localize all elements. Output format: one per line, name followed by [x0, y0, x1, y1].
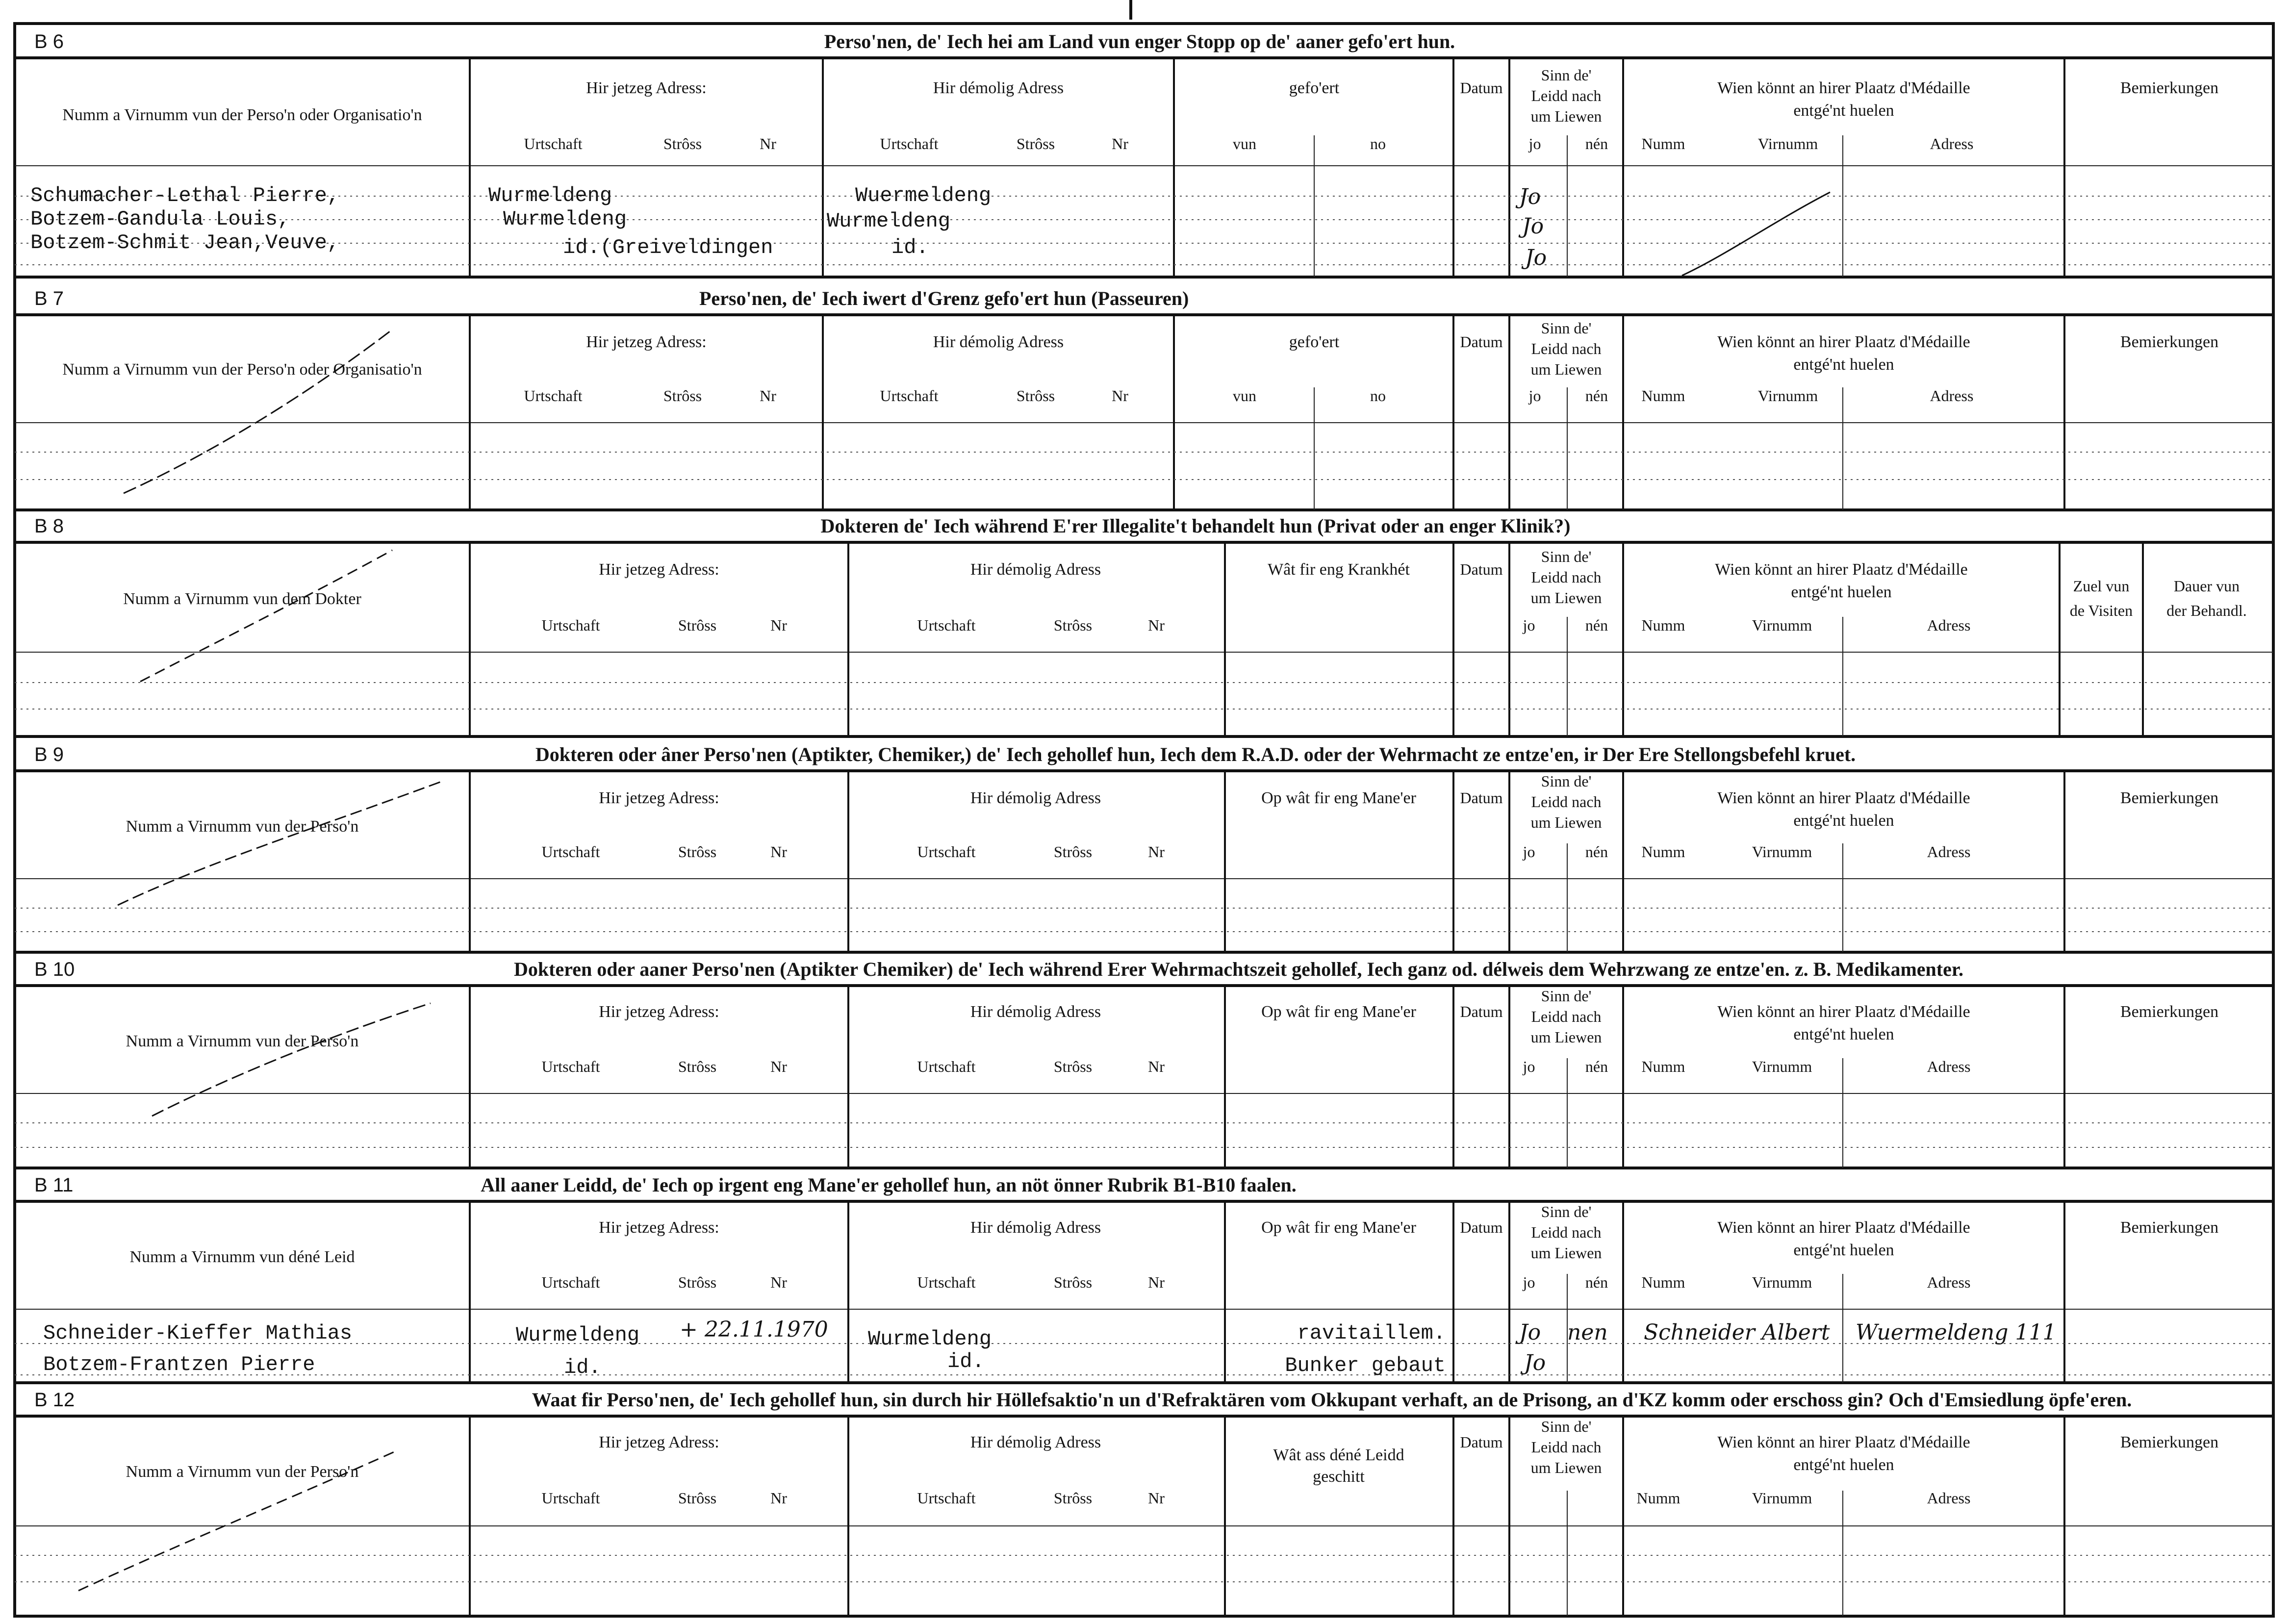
header-datum: Datum [1460, 333, 1503, 351]
header-stross: Strôss [678, 1058, 717, 1075]
header-virnumm: Virnumm [1757, 135, 1818, 152]
entry-jo: Jo [1524, 1350, 1546, 1375]
header-sinn: um Liewen [1530, 107, 1602, 125]
header-wat-ass: geschitt [1313, 1468, 1365, 1486]
header-gefoert: gefo'ert [1289, 79, 1340, 97]
header-op-wat: Op wât fir eng Mane'er [1261, 789, 1416, 807]
header-urtschaft: Urtschaft [524, 387, 583, 405]
header-no: no [1370, 387, 1386, 405]
entry-name: Schneider-Kieffer Mathias [43, 1321, 353, 1345]
header-urtschaft: Urtschaft [541, 1273, 600, 1291]
header-stross: Strôss [678, 616, 717, 634]
header-medal: entgé'nt huelen [1793, 1456, 1894, 1474]
header-urtschaft: Urtschaft [541, 1489, 600, 1507]
header-adress: Adress [1927, 1489, 1971, 1507]
header-urtschaft: Urtschaft [541, 843, 600, 861]
header-sinn: Leidd nach [1531, 793, 1602, 811]
header-urtschaft: Urtschaft [917, 843, 976, 861]
header-sinn: Sinn de' [1541, 66, 1592, 84]
entry-former-address: Wurmeldeng [827, 209, 951, 233]
header-nen: nén [1585, 135, 1608, 152]
header-gefoert: gefo'ert [1289, 333, 1340, 351]
entry-death-note: + 22.11.1970 [680, 1317, 828, 1342]
header-urtschaft: Urtschaft [541, 1058, 600, 1075]
entry-current-address: id. [564, 1356, 601, 1379]
header-bemierkungen: Bemierkungen [2120, 79, 2219, 97]
header-nr: Nr [1148, 843, 1165, 861]
section-id: B 9 [34, 744, 64, 765]
section-id: B 7 [34, 288, 64, 309]
header-urtschaft: Urtschaft [917, 1273, 976, 1291]
header-nr: Nr [760, 135, 776, 152]
header-stross: Strôss [678, 1273, 717, 1291]
header-nr: Nr [770, 1058, 787, 1075]
header-vun: vun [1233, 387, 1256, 405]
header-name: Numm a Virnumm vun der Perso'n [126, 1032, 359, 1050]
header-nr: Nr [1148, 1489, 1165, 1507]
header-medal: Wien könnt an hirer Plaatz d'Médaille [1715, 560, 1968, 579]
header-medal: entgé'nt huelen [1793, 102, 1894, 120]
header-zuel: de Visiten [2069, 602, 2133, 619]
header-nen: nén [1585, 843, 1608, 861]
entry-how: ravitaillem. [1297, 1321, 1446, 1345]
header-numm: Numm [1641, 1058, 1685, 1075]
section-title: Dokteren de' Iech während E'rer Illegalite't behandelt hun (Privat oder an enger Klinik?) [820, 515, 1571, 537]
header-urtschaft: Urtschaft [880, 387, 939, 405]
header-dauer: Dauer vun [2173, 577, 2240, 595]
section-id: B 8 [34, 515, 64, 537]
header-stross: Strôss [1053, 1489, 1093, 1507]
header-vun: vun [1233, 135, 1256, 152]
section-id: B 10 [34, 959, 75, 980]
header-datum: Datum [1460, 1433, 1503, 1451]
header-medal: Wien könnt an hirer Plaatz d'Médaille [1717, 333, 1970, 351]
header-urtschaft: Urtschaft [917, 1489, 976, 1507]
header-stross: Strôss [678, 1489, 717, 1507]
section-id: B 6 [34, 31, 64, 52]
section-title: Waat fir Perso'nen, de' Iech gehollef hun, sin durch hir Höllefsaktio'n un d'Refraktären vom Okkupant verhaft, an de Prisong, an d'KZ komm oder erschoss gin? Och d'Emsiedlung öpfe'eren. [532, 1389, 2132, 1411]
header-jo: jo [1523, 843, 1535, 861]
header-stross: Strôss [1053, 1273, 1093, 1291]
header-virnumm: Virnumm [1752, 1058, 1812, 1075]
entry-jo: Jo [1525, 245, 1547, 270]
header-adress: Adress [1927, 616, 1971, 634]
header-virnumm: Virnumm [1752, 1273, 1812, 1291]
entry-jo: Jo [1519, 1320, 1541, 1345]
header-current-address: Hir jetzeg Adress: [599, 789, 719, 807]
section-title: Dokteren oder âner Perso'nen (Aptikter, Chemiker,) de' Iech gehollef hun, Iech dem R.A.D. oder der Wehrmacht ze entze'en, ir Der Ere Stellongsbefehl kruet. [535, 743, 1856, 765]
header-adress: Adress [1927, 1273, 1971, 1291]
header-wat-ass: Wât ass déné Leidd [1273, 1446, 1404, 1464]
header-datum: Datum [1460, 1003, 1503, 1020]
header-urtschaft: Urtschaft [917, 616, 976, 634]
header-nr: Nr [1148, 1273, 1165, 1291]
entry-medal-name: Schneider Albert [1644, 1320, 1830, 1345]
header-bemierkungen: Bemierkungen [2120, 1433, 2219, 1451]
header-name: Numm a Virnumm vun der Perso'n [126, 1463, 359, 1481]
header-adress: Adress [1930, 135, 1974, 152]
header-sinn: Sinn de' [1541, 772, 1592, 790]
header-numm: Numm [1641, 1273, 1685, 1291]
header-datum: Datum [1460, 560, 1503, 578]
header-nr: Nr [770, 1273, 787, 1291]
header-sinn: Leidd nach [1531, 568, 1602, 586]
header-sinn: um Liewen [1530, 589, 1602, 607]
header-name: Numm a Virnumm vun déné Leid [129, 1248, 355, 1266]
entry-name: Botzem-Gandula Louis, [30, 207, 290, 231]
header-name: Numm a Virnumm vun der Perso'n oder Organisatio'n [62, 360, 422, 379]
header-stross: Strôss [1016, 135, 1055, 152]
header-nr: Nr [770, 843, 787, 861]
header-urtschaft: Urtschaft [917, 1058, 976, 1075]
header-virnumm: Virnumm [1752, 616, 1812, 634]
header-numm: Numm [1641, 135, 1685, 152]
header-former-address: Hir démolig Adress [970, 1218, 1101, 1237]
header-urtschaft: Urtschaft [541, 616, 600, 634]
header-medal: entgé'nt huelen [1793, 812, 1894, 830]
header-medal: Wien könnt an hirer Plaatz d'Médaille [1717, 789, 1970, 807]
entry-current-address: Wurmeldeng [516, 1323, 640, 1347]
header-op-wat: Op wât fir eng Mane'er [1261, 1003, 1416, 1021]
entry-current-address: Wurmeldeng [488, 184, 612, 207]
header-medal: entgé'nt huelen [1791, 583, 1892, 601]
header-medal: entgé'nt huelen [1793, 355, 1894, 374]
header-op-wat: Op wât fir eng Mane'er [1261, 1218, 1416, 1237]
header-current-address: Hir jetzeg Adress: [599, 1003, 719, 1021]
header-sinn: Leidd nach [1531, 87, 1602, 104]
header-numm: Numm [1641, 387, 1685, 405]
header-medal: entgé'nt huelen [1793, 1025, 1894, 1043]
header-bemierkungen: Bemierkungen [2120, 789, 2219, 807]
header-virnumm: Virnumm [1757, 387, 1818, 405]
entry-medal-address: Wuermeldeng 111 [1856, 1320, 2057, 1345]
header-sinn: um Liewen [1530, 360, 1602, 378]
header-current-address: Hir jetzeg Adress: [586, 79, 707, 97]
header-datum: Datum [1460, 1218, 1503, 1236]
header-sinn: Sinn de' [1541, 987, 1592, 1005]
header-urtschaft: Urtschaft [524, 135, 583, 152]
header-current-address: Hir jetzeg Adress: [586, 333, 707, 351]
header-stross: Strôss [663, 387, 702, 405]
header-bemierkungen: Bemierkungen [2120, 333, 2219, 351]
header-jo: jo [1523, 1273, 1535, 1291]
header-virnumm: Virnumm [1752, 843, 1812, 861]
header-sinn: Leidd nach [1531, 1438, 1602, 1456]
header-stross: Strôss [1053, 843, 1093, 861]
header-stross: Strôss [1053, 616, 1093, 634]
entry-name: Botzem-Schmit Jean,Veuve, [30, 231, 340, 254]
header-jo: jo [1523, 1058, 1535, 1075]
header-nen: nén [1585, 1058, 1608, 1075]
header-medal: Wien könnt an hirer Plaatz d'Médaille [1717, 79, 1970, 97]
header-bemierkungen: Bemierkungen [2120, 1003, 2219, 1021]
section-id: B 11 [34, 1174, 74, 1196]
entry-current-address: Wurmeldeng [503, 207, 627, 231]
header-nr: Nr [1148, 1058, 1165, 1075]
entry-former-address: id. [891, 236, 929, 259]
header-urtschaft: Urtschaft [880, 135, 939, 152]
header-jo: jo [1528, 387, 1541, 405]
header-datum: Datum [1460, 789, 1503, 807]
header-name: Numm a Virnumm vun der Perso'n oder Organisatio'n [62, 106, 422, 124]
entry-nen: nen [1567, 1320, 1608, 1345]
header-nr: Nr [1148, 616, 1165, 634]
header-sinn: Leidd nach [1531, 1008, 1602, 1025]
header-stross: Strôss [663, 135, 702, 152]
header-jo: jo [1523, 616, 1535, 634]
header-sinn: Sinn de' [1541, 1203, 1592, 1220]
header-virnumm: Virnumm [1752, 1489, 1812, 1507]
entry-current-address: id.(Greiveldingen [563, 236, 773, 259]
header-numm: Numm [1636, 1489, 1680, 1507]
header-adress: Adress [1927, 843, 1971, 861]
header-sinn: um Liewen [1530, 1028, 1602, 1046]
header-nr: Nr [1112, 135, 1128, 152]
header-sinn: um Liewen [1530, 813, 1602, 831]
header-medal: entgé'nt huelen [1793, 1241, 1894, 1259]
section-title: Perso'nen, de' Iech iwert d'Grenz gefo'ert hun (Passeuren) [699, 287, 1189, 309]
header-krankhet: Wât fir eng Krankhét [1268, 560, 1410, 579]
header-nen: nén [1585, 1273, 1608, 1291]
header-dauer: der Behandl. [2166, 602, 2247, 619]
header-sinn: um Liewen [1530, 1244, 1602, 1262]
header-name: Numm a Virnumm vun der Perso'n [126, 817, 359, 836]
header-former-address: Hir démolig Adress [933, 79, 1064, 97]
header-stross: Strôss [1053, 1058, 1093, 1075]
header-former-address: Hir démolig Adress [970, 789, 1101, 807]
section-title: Dokteren oder aaner Perso'nen (Aptikter Chemiker) de' Iech während Erer Wehrmachtszeit gehollef, Iech ganz od. délweis dem Wehrzwang ze entze'en. z. B. Medikamenter. [514, 958, 1963, 980]
header-current-address: Hir jetzeg Adress: [599, 1218, 719, 1237]
header-jo: jo [1528, 135, 1541, 152]
header-numm: Numm [1641, 616, 1685, 634]
section-title: Perso'nen, de' Iech hei am Land vun enger Stopp op de' aaner gefo'ert hun. [824, 30, 1455, 52]
header-nr: Nr [1112, 387, 1128, 405]
header-adress: Adress [1927, 1058, 1971, 1075]
header-medal: Wien könnt an hirer Plaatz d'Médaille [1717, 1218, 1970, 1237]
header-former-address: Hir démolig Adress [933, 333, 1064, 351]
header-stross: Strôss [1016, 387, 1055, 405]
header-sinn: Leidd nach [1531, 340, 1602, 357]
entry-former-address: Wurmeldeng [868, 1327, 992, 1351]
header-nen: nén [1585, 387, 1608, 405]
entry-how: Bunker gebaut [1285, 1354, 1446, 1377]
header-datum: Datum [1460, 79, 1503, 97]
header-sinn: Sinn de' [1541, 319, 1592, 337]
entry-former-address: Wuermeldeng [855, 184, 992, 207]
header-name: Numm a Virnumm vun dem Dokter [123, 590, 361, 608]
section-id: B 12 [34, 1389, 75, 1411]
header-former-address: Hir démolig Adress [970, 1003, 1101, 1021]
header-current-address: Hir jetzeg Adress: [599, 560, 719, 579]
entry-jo: Jo [1522, 214, 1544, 239]
header-nen: nén [1585, 616, 1608, 634]
entry-name: Schumacher-Lethal Pierre, [30, 184, 340, 207]
header-nr: Nr [770, 1489, 787, 1507]
header-nr: Nr [760, 387, 776, 405]
header-nr: Nr [770, 616, 787, 634]
header-former-address: Hir démolig Adress [970, 560, 1101, 579]
header-sinn: Sinn de' [1541, 1418, 1592, 1435]
header-current-address: Hir jetzeg Adress: [599, 1433, 719, 1451]
header-sinn: Leidd nach [1531, 1223, 1602, 1241]
header-former-address: Hir démolig Adress [970, 1433, 1101, 1451]
header-zuel: Zuel vun [2073, 577, 2130, 595]
entry-name: Botzem-Frantzen Pierre [43, 1353, 315, 1376]
header-no: no [1370, 135, 1386, 152]
header-medal: Wien könnt an hirer Plaatz d'Médaille [1717, 1433, 1970, 1451]
header-bemierkungen: Bemierkungen [2120, 1218, 2219, 1237]
header-stross: Strôss [678, 843, 717, 861]
entry-jo: Jo [1519, 184, 1541, 209]
entry-former-address: id. [947, 1350, 985, 1373]
header-medal: Wien könnt an hirer Plaatz d'Médaille [1717, 1003, 1970, 1021]
header-numm: Numm [1641, 843, 1685, 861]
section-title: All aaner Leidd, de' Iech op irgent eng Mane'er gehollef hun, an nöt önner Rubrik B1-B10 faalen. [481, 1174, 1297, 1196]
header-sinn: Sinn de' [1541, 548, 1592, 565]
header-sinn: um Liewen [1530, 1459, 1602, 1476]
header-adress: Adress [1930, 387, 1974, 405]
